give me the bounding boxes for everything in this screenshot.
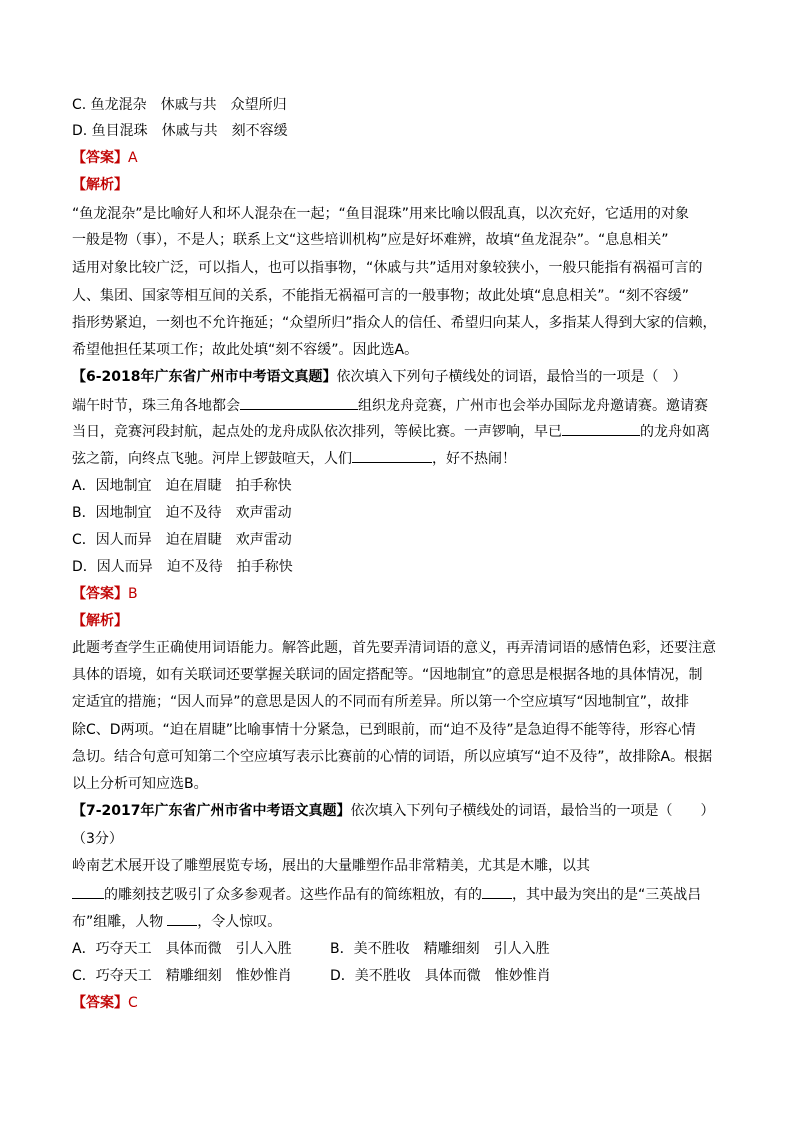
- passage-line: 的雕刻技艺吸引了众多参观者。这些作品有的简练粗放，有的 ，其中最为突出的是“三英战吕: [72, 884, 701, 905]
- answer-tag: 【答案】: [72, 586, 128, 602]
- answer-tag: 【答案】: [72, 995, 128, 1011]
- passage-line: 端午时节，珠三角各地都会 组织龙舟竞赛，广州市也会举办国际龙舟邀请赛。邀请赛: [72, 395, 708, 416]
- question-title: 【7-2017年广东省广州市省中考语文真题】: [72, 803, 351, 819]
- answer-tag: 【答案】: [72, 150, 128, 166]
- options-row: [72, 939, 632, 959]
- analysis-line: 一般是物（事），不是人；联系上文“这些培训机构”应是好坏难辨，故填“鱼龙混杂”。“息息相关”: [72, 232, 669, 248]
- analysis-line: 此题考查学生正确使用词语能力。解答此题，首先要弄清词语的意义，再弄清词语的感情色彩，还要注意: [72, 640, 716, 656]
- analysis-line: 定适宜的措施；“因人而异”的意思是因人的不同而有所差异。所以第一个空应填写“因地制宜”，故排: [72, 694, 690, 710]
- question-header: [72, 801, 715, 821]
- fill-blank: [352, 448, 432, 463]
- analysis-tag: 【解析】: [72, 613, 128, 629]
- option-a: A．因地制宜 迫在眉睫 拍手称快: [72, 478, 292, 494]
- option-b: B．美不胜收 精雕细刻 引人入胜: [330, 941, 550, 957]
- analysis-line: 人、集团、国家等相互间的关系，不能指无祸福可言的一般事物；故此处填“息息相关”。“刻不容缓”: [72, 288, 690, 304]
- answer-value: A: [128, 150, 138, 166]
- analysis-line: 以上分析可知应选B。: [72, 776, 208, 792]
- question-header: [72, 367, 687, 387]
- passage-line: 当日，竞赛河段封航，起点处的龙舟成队依次排列，等候比赛。一声锣响，早已 的龙舟如离: [72, 421, 710, 442]
- answer-value: B: [128, 586, 138, 602]
- answer-line: [72, 993, 138, 1013]
- option-d: D．因人而异 迫不及待 拍手称快: [72, 559, 293, 575]
- option-b: B．因地制宜 迫不及待 欢声雷动: [72, 505, 292, 521]
- fill-blank: [72, 884, 104, 899]
- analysis-line: 除C、D两项。“迫在眉睫”比喻事情十分紧急，已到眼前，而“迫不及待”是急迫得不能等待，形容心情: [72, 722, 696, 738]
- option-d: D．美不胜收 具体而微 惟妙惟肖: [330, 968, 551, 984]
- analysis-line: 具体的语境，如有关联词还要掌握关联词的固定搭配等。“因地制宜”的意思是根据各地的具体情况，制: [72, 667, 703, 683]
- option-c: C．因人而异 迫在眉睫 欢声雷动: [72, 532, 292, 548]
- question-prompt: 依次填入下列句子横线处的词语，最恰当的一项是（ ）: [336, 369, 687, 385]
- question-score: （3分）: [72, 831, 123, 847]
- analysis-line: “鱼龙混杂”是比喻好人和坏人混杂在一起；“鱼目混珠”用来比喻以假乱真，以次充好，它适用的对象: [72, 206, 690, 222]
- answer-line: [72, 584, 138, 604]
- fill-blank: [240, 395, 358, 410]
- analysis-tag: 【解析】: [72, 177, 128, 193]
- fill-blank: [167, 911, 197, 926]
- question-title: 【6-2018年广东省广州市中考语文真题】: [72, 369, 337, 385]
- passage-line: 布”组雕，人物 ，令人惊叹。: [72, 911, 281, 932]
- option-c: C. 鱼龙混杂 休戚与共 众望所归: [72, 97, 287, 113]
- options-row: [72, 966, 632, 986]
- option-d: D. 鱼目混珠 休戚与共 刻不容缓: [72, 123, 288, 139]
- analysis-line: 急切。结合句意可知第二个空应填写表示比赛前的心情的词语，所以应填写“迫不及待”，故排除A。根据: [72, 749, 713, 765]
- answer-value: C: [128, 995, 138, 1011]
- option-c: C．巧夺天工 精雕细刻 惟妙惟肖: [72, 968, 292, 984]
- answer-line: [72, 148, 138, 168]
- question-prompt: 依次填入下列句子横线处的词语，最恰当的一项是（ ）: [350, 803, 715, 819]
- passage-line: 弦之箭，向终点飞驰。河岸上锣鼓喧天，人们 ，好不热闹！: [72, 448, 516, 469]
- option-a: A．巧夺天工 具体而微 引人入胜: [72, 941, 292, 957]
- fill-blank: [562, 421, 640, 436]
- passage-line: 岭南艺术展开设了雕塑展览专场，展出的大量雕塑作品非常精美，尤其是木雕，以其: [72, 858, 590, 874]
- analysis-line: 适用对象比较广泛，可以指人，也可以指事物，“休戚与共”适用对象较狭小，一般只能指有祸福可言的: [72, 260, 703, 276]
- analysis-line: 希望他担任某项工作；故此处填“刻不容缓”。因此选A。: [72, 342, 419, 358]
- fill-blank: [482, 884, 512, 899]
- analysis-line: 指形势紧迫，一刻也不允许拖延；“众望所归”指众人的信任、希望归向某人，多指某人得到大家的信赖，: [72, 315, 717, 331]
